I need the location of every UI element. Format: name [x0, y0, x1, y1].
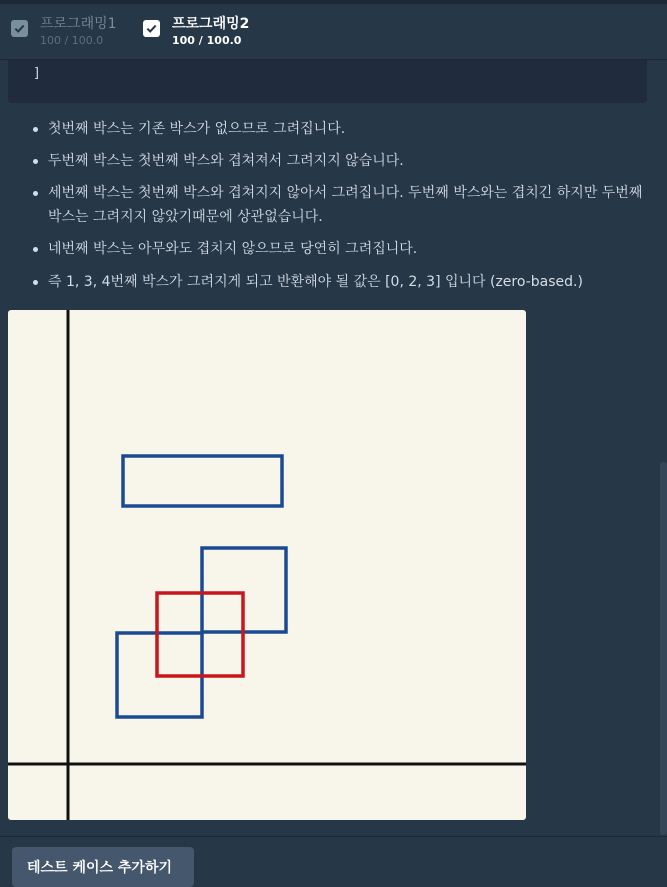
checkbox-checked-icon: [143, 20, 160, 37]
result-tab-bar: [0, 4, 667, 60]
list-item: 즉 1, 3, 4번째 박스가 그려지게 되고 반환해야 될 값은 [0, 2, 3] 입니다 (zero-based.): [30, 270, 650, 294]
tab-title: 프로그래밍1: [40, 16, 117, 32]
checkbox-checked-icon: [11, 20, 28, 37]
explanation-list: [30, 117, 650, 294]
tab-programming-2[interactable]: [143, 4, 273, 59]
code-block: [8, 60, 647, 103]
bottom-action-bar: [0, 836, 667, 880]
list-item: 세번째 박스는 첫번째 박스와 겹쳐지지 않아서 그려집니다. 두번째 박스와는 겹치긴 하지만 두번째 박스는 그려지지 않았기때문에 상관없습니다.: [30, 181, 650, 229]
tab-programming-1[interactable]: [11, 4, 126, 59]
list-item: 두번째 박스는 첫번째 박스와 겹쳐져서 그려지지 않습니다.: [30, 149, 650, 173]
tab-score: 100 / 100.0: [172, 34, 242, 47]
code-line: ]: [33, 66, 41, 81]
list-item: 첫번째 박스는 기존 박스가 없으므로 그려집니다.: [30, 117, 650, 141]
tab-score: 100 / 100.0: [40, 34, 104, 47]
boxes-illustration: [8, 310, 526, 820]
tab-title: 프로그래밍2: [172, 16, 250, 32]
box-1-drawn: [123, 456, 282, 506]
list-item: 네번째 박스는 아무와도 겹치지 않으므로 당연히 그려집니다.: [30, 237, 650, 261]
boxes-diagram-svg: [8, 310, 526, 820]
scrollbar[interactable]: [660, 462, 667, 835]
add-test-case-button[interactable]: 테스트 케이스 추가하기: [12, 847, 194, 887]
